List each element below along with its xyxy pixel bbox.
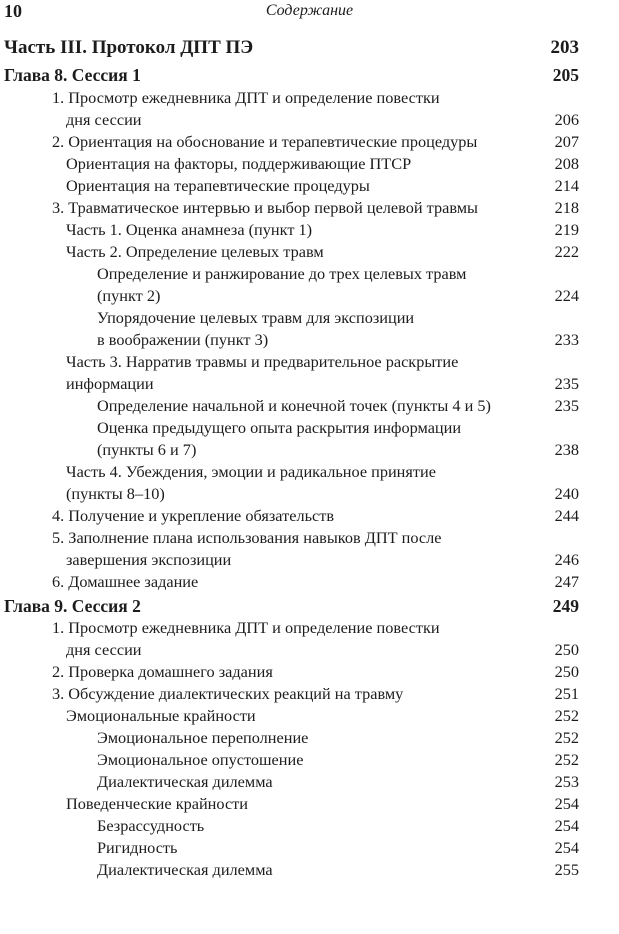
toc-entry-page: 214 (554, 176, 579, 195)
toc-entry-page: 235 (554, 374, 579, 393)
toc-entry-title: Поведенческие крайности (66, 794, 248, 813)
toc-entry-page: 233 (554, 330, 579, 349)
toc-entry-page: 254 (554, 816, 579, 835)
toc-entry-page: 250 (554, 662, 579, 681)
toc-entry-title: 6. Домашнее задание (52, 572, 199, 591)
toc-entry-title: 3. Травматическое интервью и выбор первой целевой травмы (52, 198, 478, 217)
toc-entry-page: 249 (552, 596, 579, 616)
toc-entry-title: 2. Ориентация на обоснование и терапевтические процедуры (52, 132, 478, 151)
toc-entry-page: 218 (554, 198, 579, 217)
toc-entry-page: 253 (554, 772, 579, 791)
toc-entry-title: Диалектическая дилемма (97, 860, 273, 879)
toc-entry-title-cont: дня сессии (66, 640, 142, 659)
toc-entry-page: 246 (554, 550, 579, 569)
toc-entry-title: Упорядочение целевых травм для экспозиции (97, 308, 415, 327)
toc-entry-title-cont: (пункт 2) (97, 286, 161, 305)
toc-entry-page: 247 (554, 572, 579, 591)
toc-entry-title: 2. Проверка домашнего задания (52, 662, 273, 681)
toc-entry-title-cont: информации (66, 374, 154, 393)
toc-entry-page: 238 (554, 440, 579, 459)
toc-entry-title-cont: в воображении (пункт 3) (97, 330, 269, 349)
toc-entry-page: 251 (554, 684, 579, 703)
toc-entry-page: 255 (554, 860, 579, 879)
toc-entry-page: 235 (554, 396, 579, 415)
toc-entry-page: 205 (552, 65, 579, 85)
toc-entry-page: 254 (554, 794, 579, 813)
toc-entry-page: 252 (554, 706, 579, 725)
toc-entry-title: Эмоциональное опустошение (97, 750, 304, 769)
toc-entry-title: Глава 8. Сессия 1 (4, 65, 141, 85)
toc-entry-title: Определение и ранжирование до трех целевых травм (97, 264, 467, 283)
toc-entry-title: 1. Просмотр ежедневника ДПТ и определение повестки (52, 88, 440, 107)
toc-entry-page: 219 (554, 220, 579, 239)
toc-entry-title: Часть 1. Оценка анамнеза (пункт 1) (66, 220, 313, 239)
running-title: Содержание (265, 2, 354, 19)
toc-entry-page: 244 (554, 506, 579, 525)
toc-entry-title: 1. Просмотр ежедневника ДПТ и определение повестки (52, 618, 440, 637)
toc-entry-page: 208 (554, 154, 579, 173)
toc-entry-title: 4. Получение и укрепление обязательств (52, 506, 335, 525)
toc-entry-page: 206 (554, 110, 579, 129)
toc-entry-page: 254 (554, 838, 579, 857)
toc-entry-page: 222 (554, 242, 579, 261)
toc-entry-title: Глава 9. Сессия 2 (4, 596, 141, 616)
toc-entry-page: 252 (554, 728, 579, 747)
toc-entry-page: 240 (554, 484, 579, 503)
toc-entry-title: Диалектическая дилемма (97, 772, 273, 791)
toc-entry-title: Часть 3. Нарратив травмы и предварительное раскрытие (66, 352, 459, 371)
toc-entry-title-cont: (пункты 6 и 7) (97, 440, 197, 459)
toc-entry-title: Безрассудность (97, 816, 205, 835)
toc-entry-title: Эмоциональные крайности (66, 706, 256, 725)
toc-entry-title: Ориентация на терапевтические процедуры (66, 176, 370, 195)
toc-entry-title: Часть 4. Убеждения, эмоции и радикальное принятие (66, 462, 436, 481)
toc-entry-page: 207 (554, 132, 579, 151)
toc-entry-page: 203 (550, 37, 579, 58)
toc-entry-title: Часть III. Протокол ДПТ ПЭ (4, 37, 254, 58)
toc-entry-title-cont: завершения экспозиции (66, 550, 232, 569)
toc-entry-page: 250 (554, 640, 579, 659)
toc-entry-title: Ориентация на факторы, поддерживающие ПТСР (66, 154, 412, 173)
toc-entry-title: 5. Заполнение плана использования навыков ДПТ после (52, 528, 442, 547)
toc-entry-title: 3. Обсуждение диалектических реакций на травму (52, 684, 404, 703)
toc-entry-title: Оценка предыдущего опыта раскрытия информации (97, 418, 462, 437)
toc-entry-title: Часть 2. Определение целевых травм (66, 242, 324, 261)
page-header (0, 0, 619, 24)
toc-entry-title-cont: (пункты 8–10) (66, 484, 165, 503)
page-number: 10 (4, 1, 22, 21)
toc-entry-title: Эмоциональное переполнение (97, 728, 309, 747)
toc-entry-page: 252 (554, 750, 579, 769)
toc-entry-title: Определение начальной и конечной точек (пункты 4 и 5) (97, 396, 491, 415)
toc-entry-title-cont: дня сессии (66, 110, 142, 129)
toc-entry-title: Ригидность (97, 838, 178, 857)
toc-entry-page: 224 (554, 286, 579, 305)
